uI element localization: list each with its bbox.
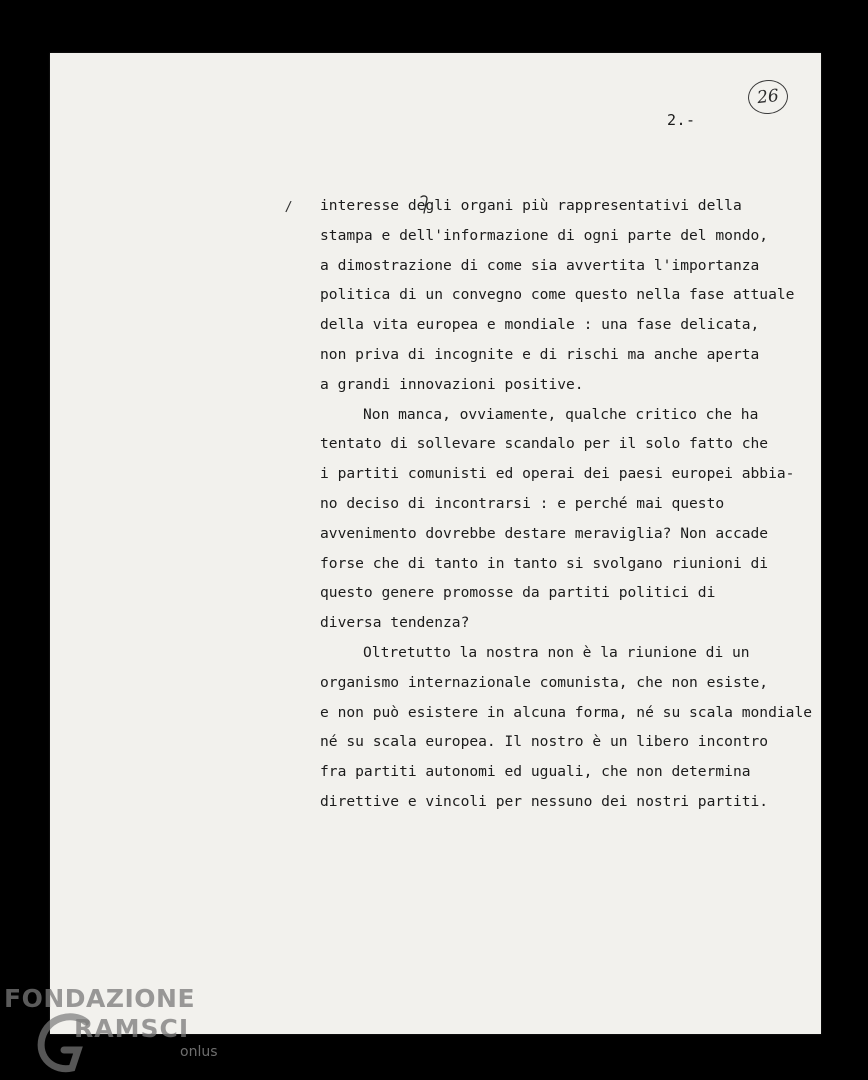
text-line: Oltretutto la nostra non è la riunione di un: [363, 643, 750, 661]
page-number: 2.-: [667, 111, 696, 129]
archive-number: 26: [756, 85, 780, 109]
text-line: avvenimento dovrebbe destare meraviglia? Non accade: [320, 524, 769, 542]
text-line: stampa e dell'informazione di ogni parte del mondo,: [320, 226, 769, 244]
body-text: [320, 191, 820, 817]
text-line: no deciso di incontrarsi : e perché mai questo: [320, 494, 725, 512]
text-line: né su scala europea. Il nostro è un libero incontro: [320, 733, 769, 751]
text-line: fra partiti autonomi ed uguali, che non determina: [320, 763, 751, 781]
text-line: interesse degli organi più rappresentativi della: [320, 197, 742, 214]
watermark-gramsci-text: RAMSCI: [74, 1014, 190, 1043]
text-line: della vita europea e mondiale : una fase delicata,: [320, 316, 760, 334]
archive-number-circle: [746, 78, 789, 116]
watermark-foundation-text: FONDAZIONE: [4, 984, 196, 1013]
text-line: Non manca, ovviamente, qualche critico che ha: [363, 405, 759, 423]
text-line: questo genere promosse da partiti politici di: [320, 584, 716, 602]
fondazione-gramsci-watermark: [4, 984, 224, 1080]
document-page: [50, 53, 821, 1034]
text-line: direttive e vincoli per nessuno dei nostri partiti.: [320, 792, 769, 810]
text-line: i partiti comunisti ed operai dei paesi europei abbia-: [320, 465, 795, 483]
text-line: diversa tendenza?: [320, 614, 470, 632]
text-line: non priva di incognite e di rischi ma anche aperta: [320, 345, 760, 363]
text-line: a grandi innovazioni positive.: [320, 375, 584, 393]
text-line: forse che di tanto in tanto si svolgano riunioni di: [320, 554, 769, 572]
text-line: politica di un convegno come questo nella fase attuale: [320, 286, 795, 304]
text-line: tentato di sollevare scandalo per il solo fatto che: [320, 435, 769, 453]
text-line: a dimostrazione di come sia avvertita l'importanza: [320, 256, 760, 274]
watermark-onlus-text: onlus: [180, 1044, 218, 1060]
text-line: organismo internazionale comunista, che non esiste,: [320, 673, 769, 691]
text-line: e non può esistere in alcuna forma, né su scala mondiale: [320, 703, 813, 721]
margin-mark: /: [284, 198, 292, 216]
